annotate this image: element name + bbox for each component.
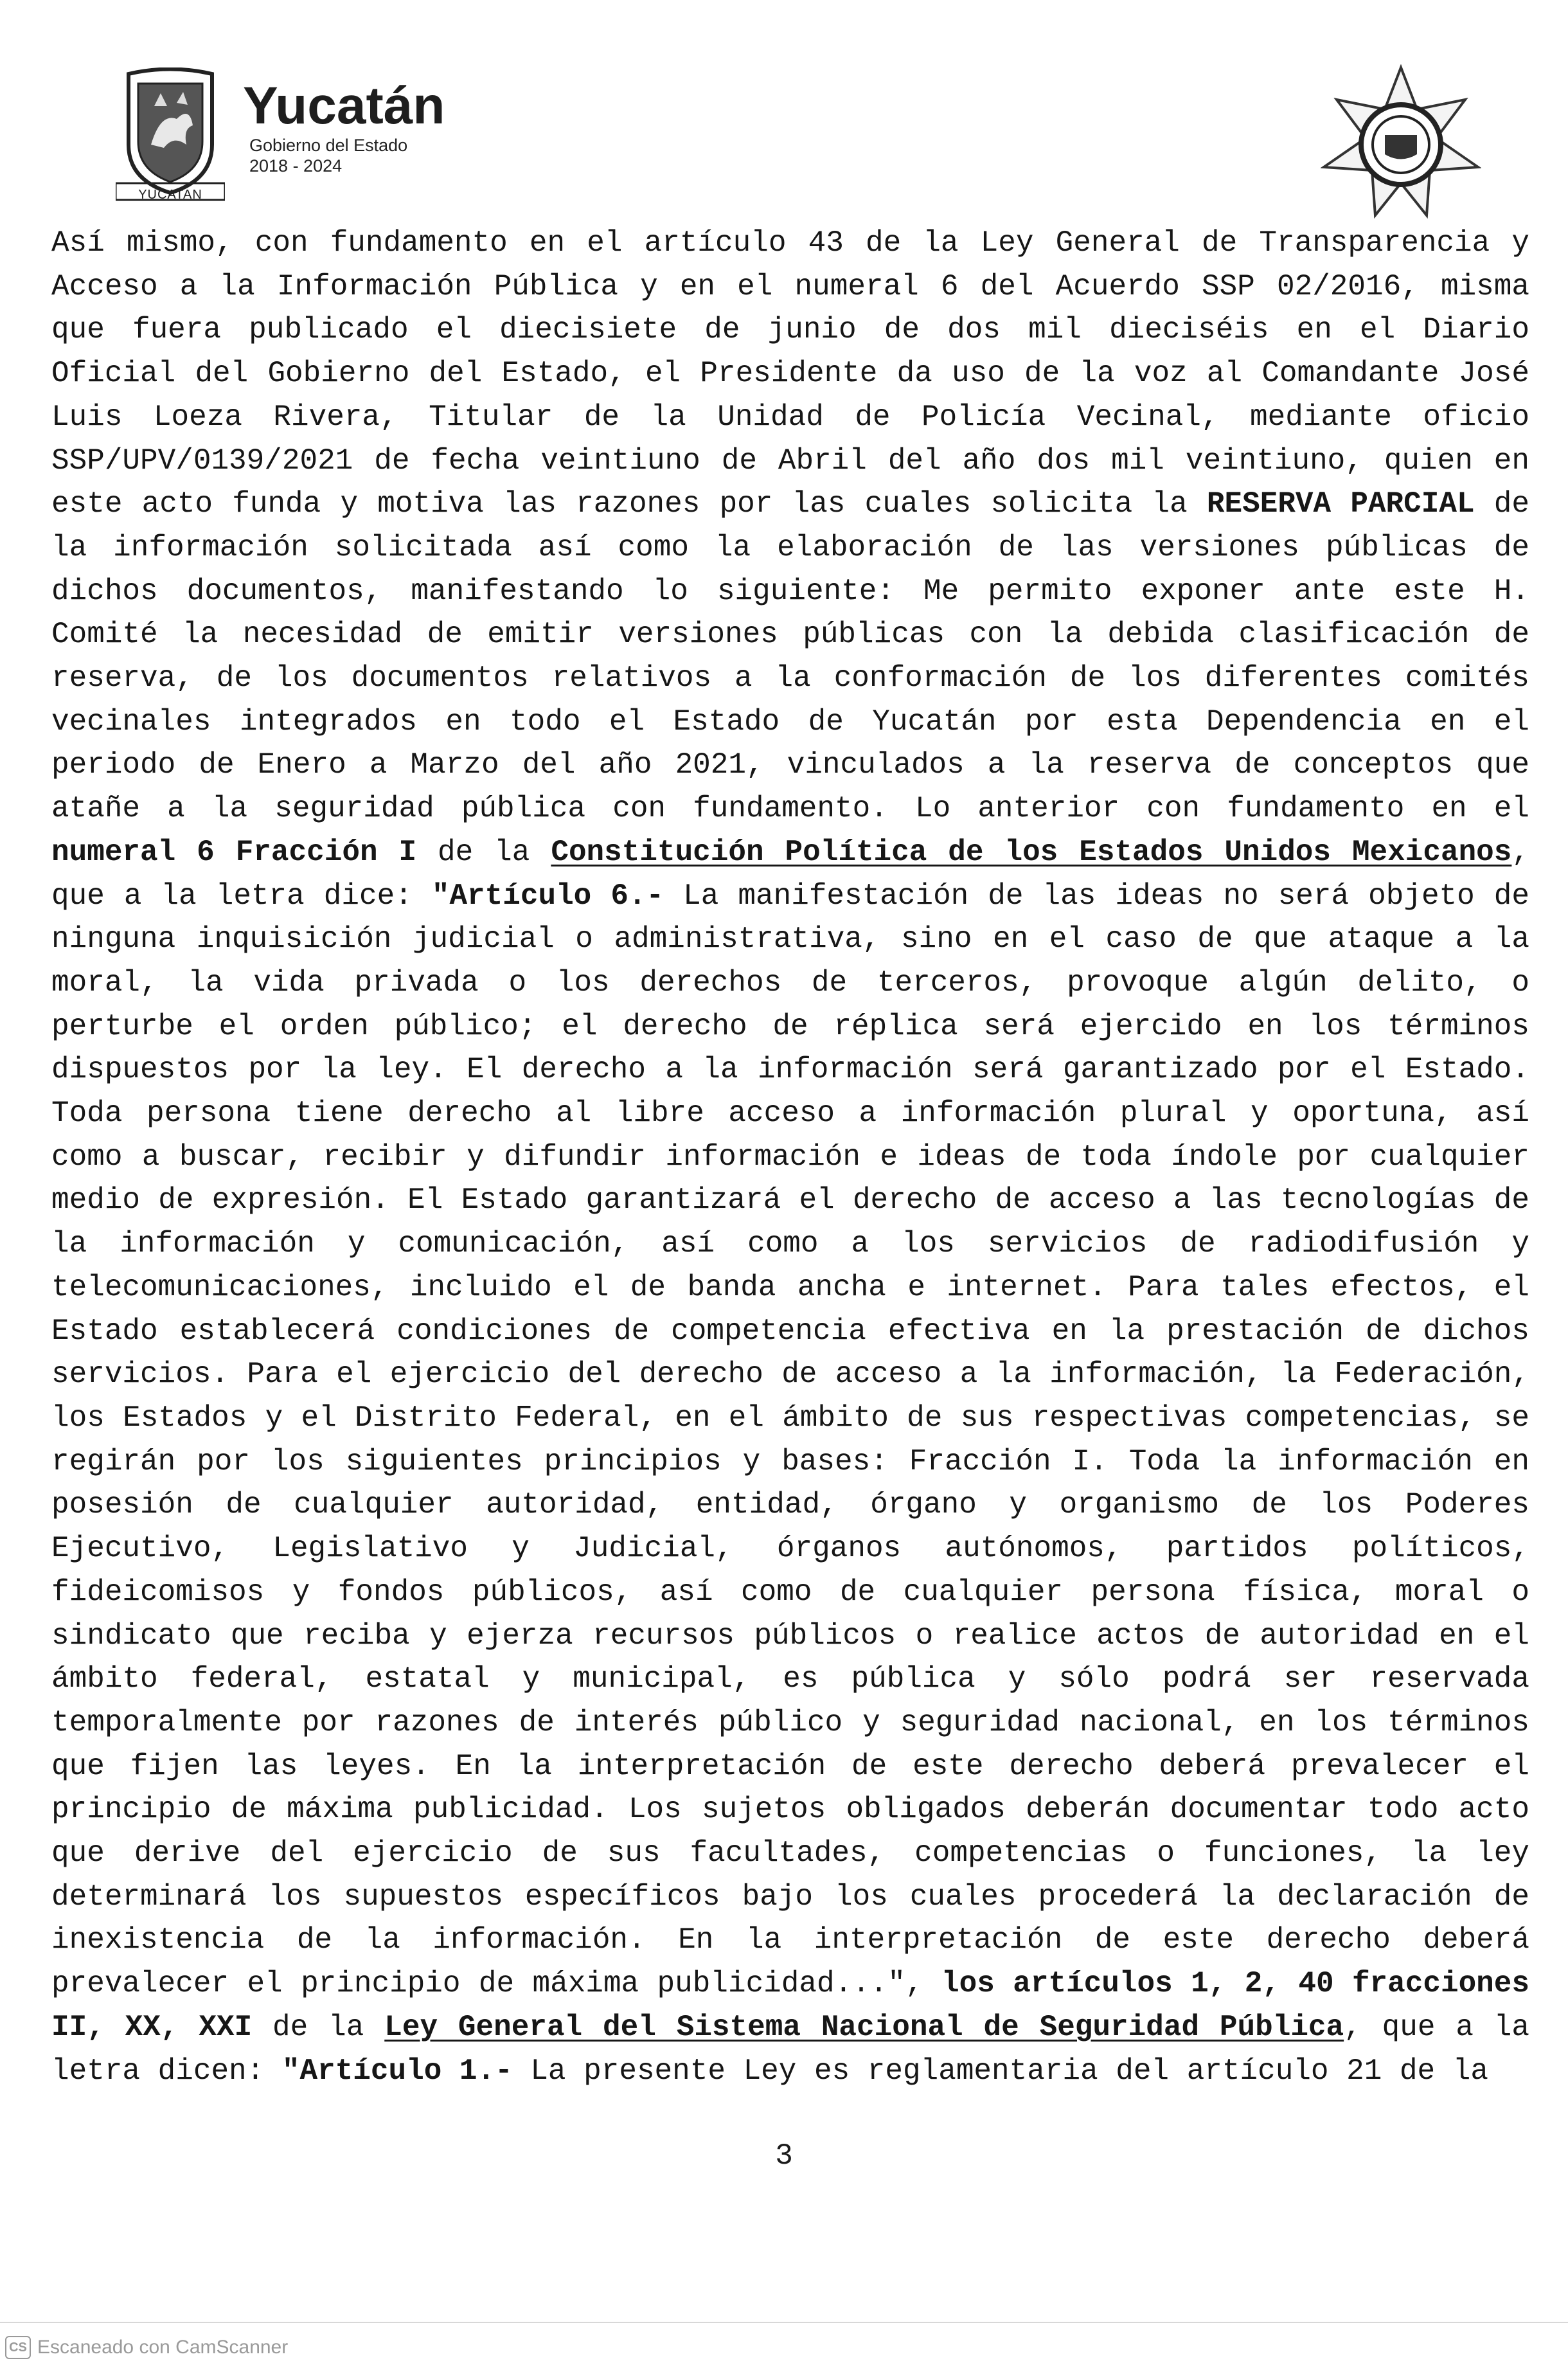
body-bold-text: los artículos 1, 2, 40 fracciones II, XX, XXI xyxy=(51,1967,1530,2044)
brand-title: Yucatán xyxy=(243,76,445,135)
camscanner-icon: CS xyxy=(5,2336,31,2359)
body-bold-text xyxy=(551,836,1511,869)
body-text-segment: Así mismo, con fundamento en el artículo 43 de la Ley General de Transparencia y Acceso a la Información Pública y en el numeral 6 del Acuerdo SSP 02/2016, misma que fuera publicado el diecisiete de junio de dos mil dieciséis en el Diario Oficial del Gobierno del Estado, el Presidente da uso de la voz al Comandante José Luis Loeza Rivera, Titular de la Unidad de Policía Vecinal, mediante oficio SSP/UPV/0139/2021 de fecha veintiuno de Abril del año dos mil veintiuno, quien en este acto funda y motiva las razones por las cuales solicita la xyxy=(51,226,1529,521)
body-text-segment: La presente Ley es reglamentaria del artículo 21 de la xyxy=(512,2054,1488,2088)
body-text-segment: de la información solicitada así como la elaboración de las versiones públicas de dichos documentos, manifestando lo siguiente: Me permito exponer ante este H. Comité la necesidad de emitir versiones públicas con la debida clasificación de reserva, de los documentos relativos a la conformación de los diferentes comités vecinales integrados en todo el Estado de Yucatán por esta Dependencia en el periodo de Enero a Marzo del año 2021, vinculados a la reserva de conceptos que atañe a la seguridad pública con fundamento. Lo anterior con fundamento en el xyxy=(51,487,1529,826)
constitution-title-underlined: Constitución Política de los Estados Unidos Mexicanos xyxy=(551,835,1512,869)
yucatan-coat-of-arms-icon xyxy=(116,67,225,202)
document-body-paragraph xyxy=(51,222,1529,2093)
footer-divider xyxy=(0,2322,1568,2323)
body-bold-text: "Artículo 6.- xyxy=(431,879,664,913)
body-text-segment: de la xyxy=(416,835,551,869)
brand-block xyxy=(243,77,513,176)
document-header xyxy=(0,0,1568,212)
brand-years: 2018 - 2024 xyxy=(249,156,343,175)
scanner-note-text: Escaneado con CamScanner xyxy=(37,2337,289,2358)
body-bold-text: numeral 6 Fracción I xyxy=(51,835,417,869)
brand-subtitle: Gobierno del Estado xyxy=(249,136,408,155)
body-text-segment: , que a la letra dicen: xyxy=(51,2010,1530,2088)
body-text-segment: de la xyxy=(252,2010,385,2044)
body-bold-text xyxy=(384,2011,1344,2044)
scanner-watermark xyxy=(5,2333,288,2362)
police-star-badge-icon xyxy=(1321,64,1481,219)
crest-label: YUCATAN xyxy=(138,188,202,202)
body-text-segment: La manifestación de las ideas no será objeto de ninguna inquisición judicial o administrativa, sino en el caso de que ataque a la moral, la vida privada o los derechos de terceros, provoque algún delito, o perturbe el orden público; el derecho de réplica será ejercido en los términos dispuestos por la ley. El derecho a la información será garantizado por el Estado. Toda persona tiene derecho al libre acceso a información plural y oportuna, así como a buscar, recibir y difundir información e ideas de toda índole por cualquier medio de expresión. El Estado garantizará el derecho de acceso a las tecnologías de la información y comunicación, así como a los servicios de radiodifusión y telecomunicaciones, incluido el de banda ancha e internet. Para tales efectos, el Estado establecerá condiciones de competencia efectiva en la prestación de dichos servicios. Para el ejercicio del derecho de acceso a la información, la Federación, los Estados y el Distrito Federal, en el ámbito de sus respectivas competencias, se regirán por los siguientes principios y bases: Fracción I. Toda la información en posesión de cualquier autoridad, entidad, órgano y organismo de los Poderes Ejecutivo, Legislativo y Judicial, órganos autónomos, partidos políticos, fideicomisos y fondos públicos, así como de cualquier persona física, moral o sindicato que reciba y ejerza recursos públicos o realice actos de autoridad en el ámbito federal, estatal y municipal, es pública y sólo podrá ser reservada temporalmente por razones de interés público y seguridad nacional, en los términos que fijen las leyes. En la interpretación de este derecho deberá prevalecer el principio de máxima publicidad. Los sujetos obligados deberán documentar todo acto que derive del ejercicio de sus facultades, competencias o funciones, la ley determinará los supuestos específicos bajo los cuales procederá la declaración de inexistencia de la información. En la interpretación de este derecho deberá prevalecer el principio de máxima publicidad...", xyxy=(51,879,1530,2001)
body-text-segment: , que a la letra dice: xyxy=(51,835,1529,913)
page-number: 3 xyxy=(775,2139,793,2173)
body-bold-text: RESERVA PARCIAL xyxy=(1206,487,1475,521)
body-bold-text: "Artículo 1.- xyxy=(281,2054,513,2088)
law-title-underlined: Ley General del Sistema Nacional de Seguridad Pública xyxy=(384,2010,1344,2044)
